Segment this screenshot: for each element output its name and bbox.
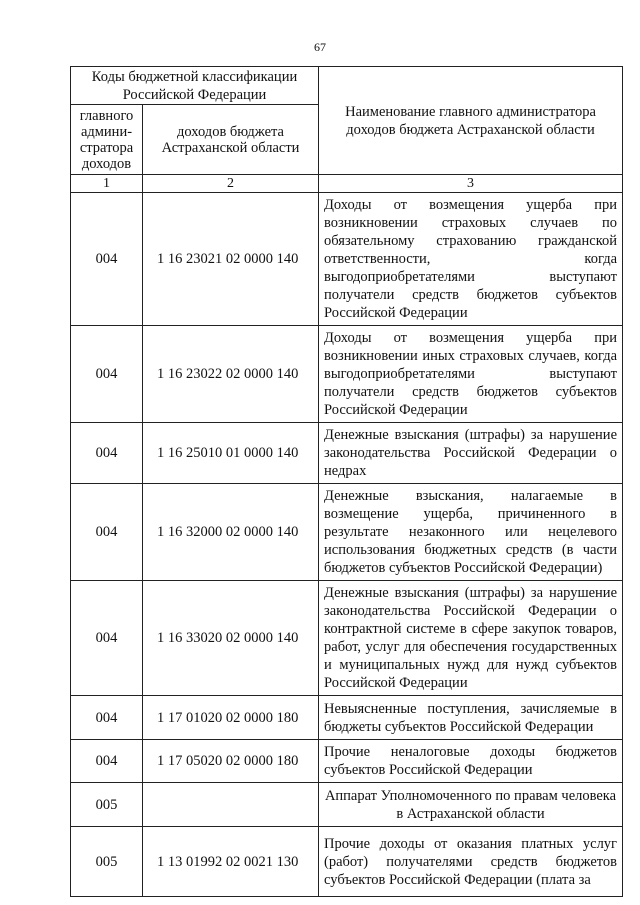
admin-code: 004 [71, 484, 143, 581]
income-name: Прочие неналоговые доходы бюджетов субъектов Российской Федерации [319, 740, 623, 783]
administrator-section-title: Аппарат Уполномоченного по правам человека в Астраханской области [319, 783, 623, 827]
budget-code: 1 13 01992 02 0021 130 [143, 827, 319, 897]
income-name: Доходы от возмещения ущерба при возникновении страховых случаев по обязательному страхованию гражданской ответственности, когда выгодоприобретателями выступают получатели средств бюджетов субъектов Российской Федерации [319, 193, 623, 326]
income-name: Невыясненные поступления, зачисляемые в бюджеты субъектов Российской Федерации [319, 696, 623, 740]
income-name: Прочие доходы от оказания платных услуг (работ) получателями средств бюджетов субъектов Российской Федерации (плата за [319, 827, 623, 897]
header-main-admin: главного админи-стратора доходов [71, 105, 143, 175]
income-name: Денежные взыскания (штрафы) за нарушение законодательства Российской Федерации о недрах [319, 423, 623, 484]
table-row [71, 740, 623, 783]
budget-classification-table [70, 66, 623, 897]
budget-code: 1 16 23021 02 0000 140 [143, 193, 319, 326]
header-codes-group: Коды бюджетной классификации Российской Федерации [71, 67, 319, 105]
header-admin-name: Наименование главного администратора доходов бюджета Астраханской области [319, 67, 623, 175]
budget-code: 1 16 32000 02 0000 140 [143, 484, 319, 581]
admin-code: 004 [71, 696, 143, 740]
budget-code: 1 16 25010 01 0000 140 [143, 423, 319, 484]
income-name: Денежные взыскания, налагаемые в возмещение ущерба, причиненного в результате незаконного или нецелевого использования бюджетных средств (в части бюджетов субъектов Российской Федерации) [319, 484, 623, 581]
admin-code: 004 [71, 326, 143, 423]
table-row [71, 484, 623, 581]
admin-code: 005 [71, 827, 143, 897]
table-row [71, 696, 623, 740]
admin-code: 004 [71, 740, 143, 783]
budget-code: 1 16 33020 02 0000 140 [143, 581, 319, 696]
admin-code: 004 [71, 423, 143, 484]
column-number-1: 1 [71, 175, 143, 193]
page-number: 67 [314, 40, 326, 54]
budget-code: 1 17 05020 02 0000 180 [143, 740, 319, 783]
table-row [71, 581, 623, 696]
budget-code [143, 783, 319, 827]
column-number-2: 2 [143, 175, 319, 193]
admin-code: 004 [71, 581, 143, 696]
budget-code: 1 16 23022 02 0000 140 [143, 326, 319, 423]
table-row-section [71, 783, 623, 827]
table-row [71, 326, 623, 423]
table-row [71, 193, 623, 326]
income-name: Денежные взыскания (штрафы) за нарушение законодательства Российской Федерации о контрактной системе в сфере закупок товаров, работ, услуг для обеспечения государственных и муниципальных нужд для нужд субъектов Российской Федерации [319, 581, 623, 696]
header-budget-income: доходов бюджета Астраханской области [143, 105, 319, 175]
admin-code: 005 [71, 783, 143, 827]
table-row [71, 423, 623, 484]
column-number-3: 3 [319, 175, 623, 193]
income-name: Доходы от возмещения ущерба при возникновении иных страховых случаев, когда выгодоприобретателями выступают получатели средств бюджетов субъектов Российской Федерации [319, 326, 623, 423]
budget-code: 1 17 01020 02 0000 180 [143, 696, 319, 740]
admin-code: 004 [71, 193, 143, 326]
table-row [71, 827, 623, 897]
